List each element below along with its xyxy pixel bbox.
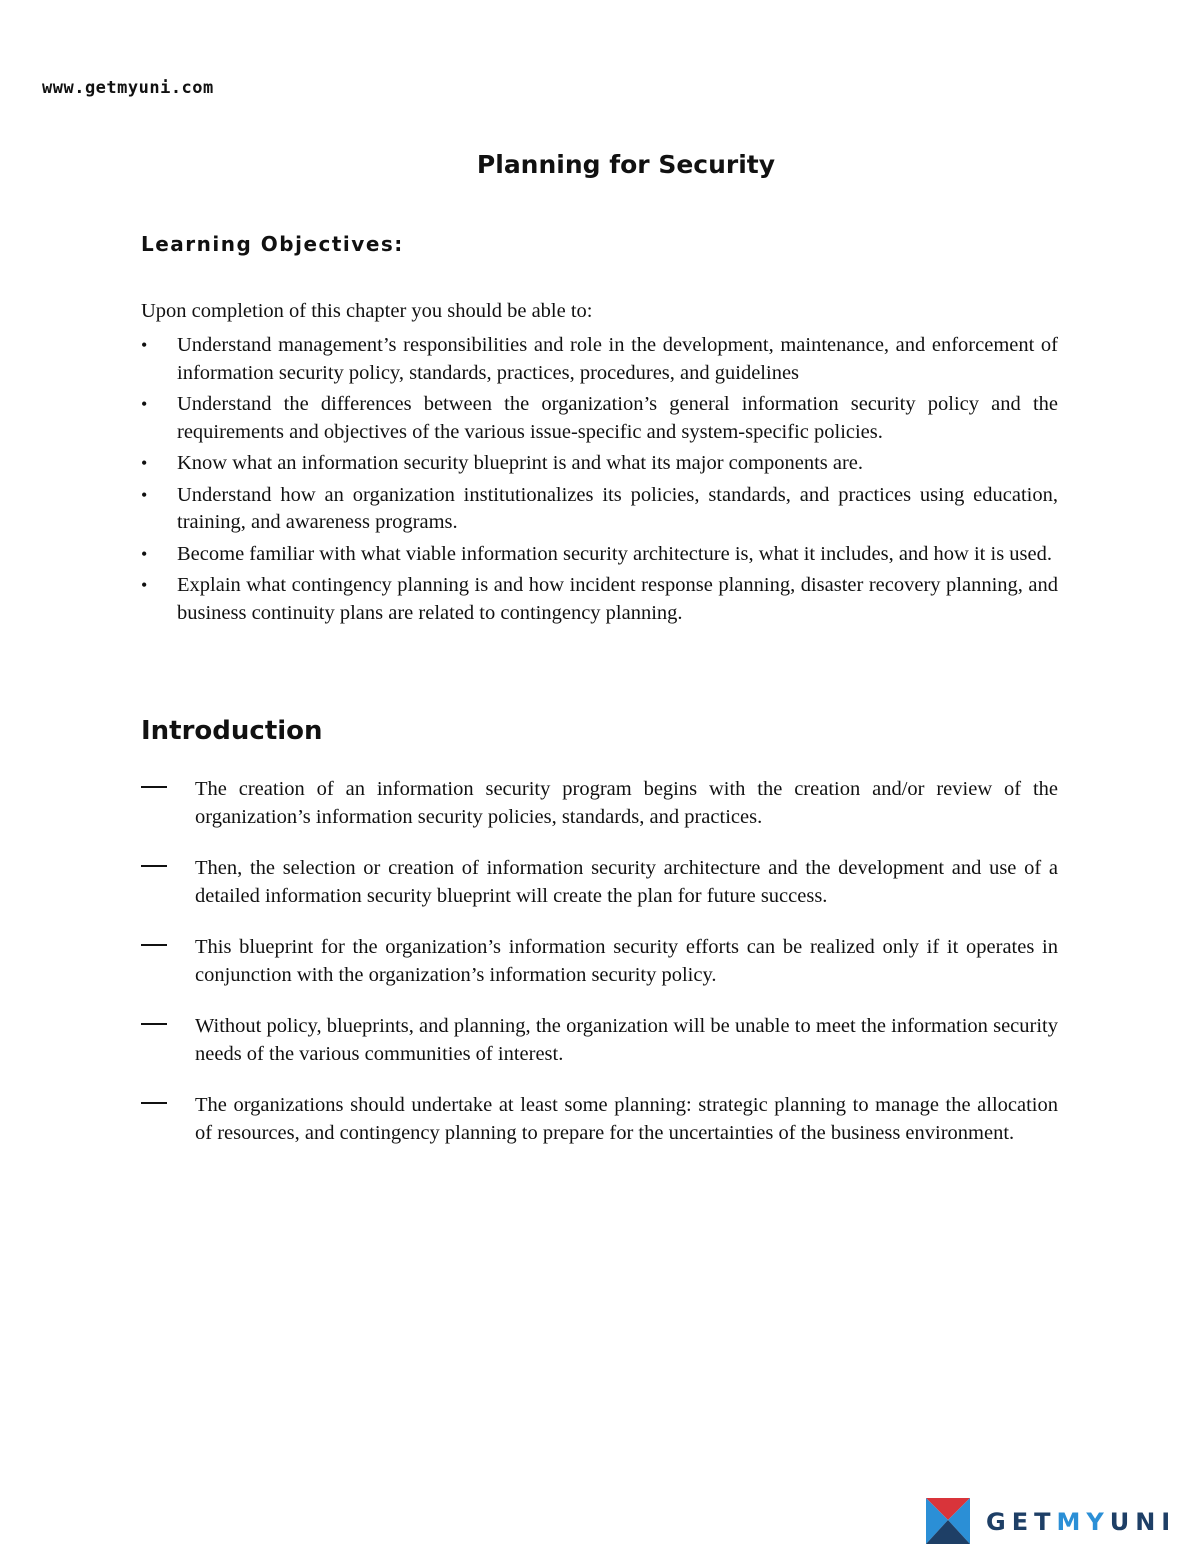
dash-icon <box>141 865 167 867</box>
page-title: Planning for Security <box>476 150 776 179</box>
objectives-intro: Upon completion of this chapter you should be able to: <box>141 300 593 322</box>
dash-icon <box>141 1023 167 1025</box>
point-text: Without policy, blueprints, and planning, the organization will be unable to meet the information security needs of the various communities of interest. <box>195 1015 1058 1065</box>
objective-text: Understand how an organization institutionalizes its policies, standards, and practices using education, training, and awareness programs. <box>177 483 1058 533</box>
objective-text: Become familiar with what viable information security architecture is, what it includes, and how it is used. <box>177 542 1052 565</box>
bullet-icon: • <box>141 453 148 473</box>
objective-text: Understand management’s responsibilities and role in the development, maintenance, and enforcement of information security policy, standards, practices, procedures, and guidelines <box>177 334 1058 384</box>
dash-icon <box>141 944 167 946</box>
list-item <box>141 332 1058 387</box>
list-item <box>141 855 1058 910</box>
point-text: Then, the selection or creation of information security architecture and the development and use of a detailed information security blueprint will create the plan for future success. <box>195 857 1058 907</box>
list-item <box>141 450 1058 478</box>
site-url: www.getmyuni.com <box>42 78 214 98</box>
list-item <box>141 482 1058 537</box>
objective-text: Understand the differences between the organization’s general information security policy and the requirements and objectives of the various issue-specific and system-specific policies. <box>177 393 1058 443</box>
bullet-icon: • <box>141 575 148 595</box>
getmyuni-logo <box>926 1497 1176 1547</box>
list-item <box>141 934 1058 989</box>
list-item <box>141 391 1058 446</box>
bullet-icon: • <box>141 394 148 414</box>
point-text: This blueprint for the organization’s information security efforts can be realized only if it operates in conjunction with the organization’s information security policy. <box>195 936 1058 986</box>
point-text: The creation of an information security program begins with the creation and/or review of the organization’s information security policies, standards, and practices. <box>195 778 1058 828</box>
bullet-icon: • <box>141 543 148 564</box>
objective-text: Explain what contingency planning is and how incident response planning, disaster recovery planning, and business continuity plans are related to contingency planning. <box>177 574 1058 624</box>
logo-wordmark: GETMYUNI <box>986 1508 1177 1536</box>
bullet-icon: • <box>141 484 148 505</box>
list-item <box>141 541 1058 569</box>
objectives-list <box>141 332 1058 631</box>
learning-objectives-heading: Learning Objectives: <box>141 232 404 256</box>
introduction-heading: Introduction <box>141 716 323 746</box>
list-item <box>141 776 1058 831</box>
dash-icon <box>141 1102 167 1104</box>
dash-icon <box>141 786 167 788</box>
list-item <box>141 572 1058 627</box>
list-item <box>141 1092 1058 1147</box>
bullet-icon: • <box>141 335 148 355</box>
getmyuni-logo-mark-icon <box>926 1498 970 1546</box>
objective-text: Know what an information security blueprint is and what its major components are. <box>177 452 864 474</box>
list-item <box>141 1013 1058 1068</box>
point-text: The organizations should undertake at least some planning: strategic planning to manage the allocation of resources, and contingency planning to prepare for the uncertainties of the business environment. <box>195 1094 1058 1144</box>
introduction-list <box>141 776 1058 1171</box>
